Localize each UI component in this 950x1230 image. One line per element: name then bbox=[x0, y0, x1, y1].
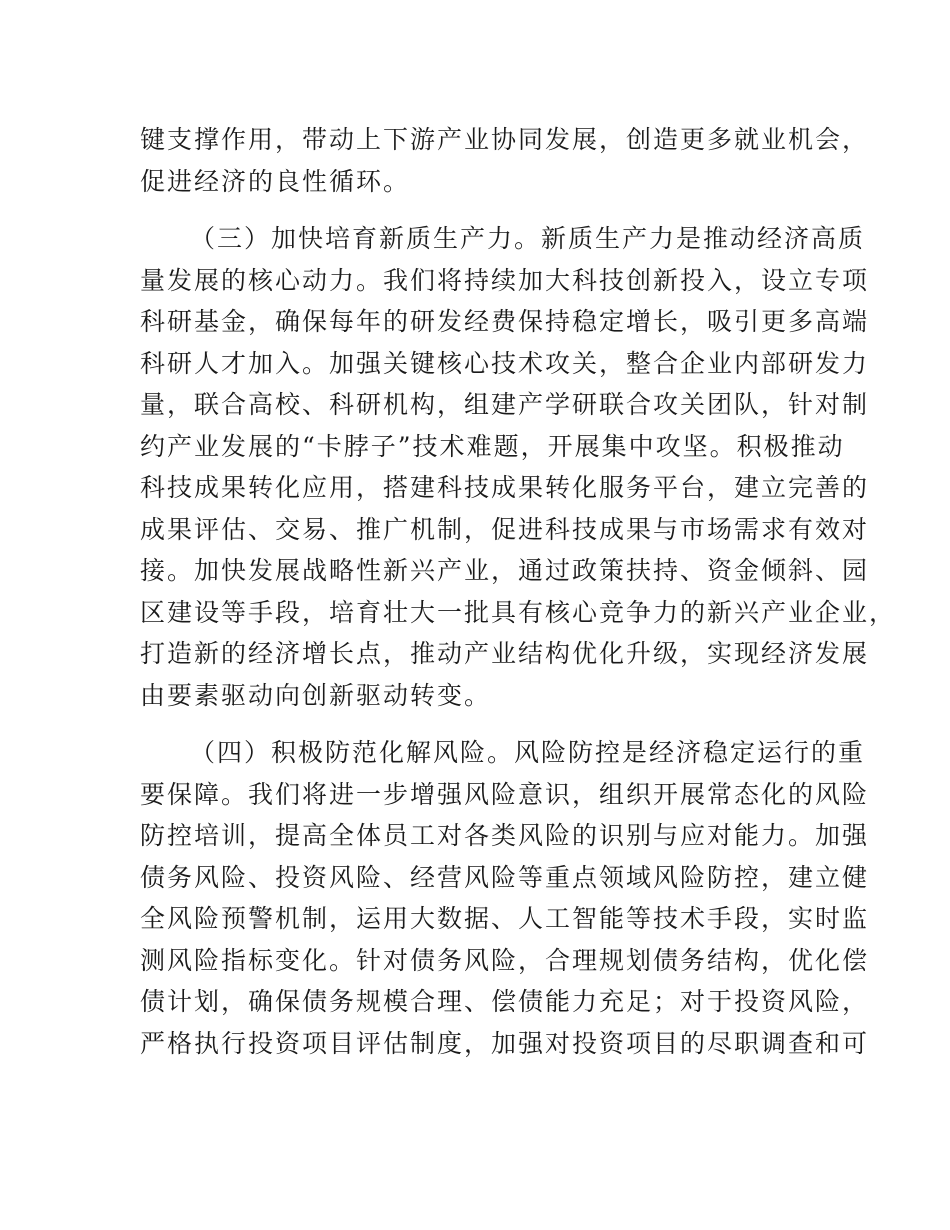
text-line: 防控培训，提高全体员工对各类风险的识别与应对能力。加强 bbox=[140, 821, 870, 850]
text-line: 全风险预警机制，运用大数据、人工智能等技术手段，实时监 bbox=[140, 904, 870, 933]
text-line: 量发展的核心动力。我们将持续加大科技创新投入，设立专项 bbox=[140, 265, 870, 295]
text-line: （三）加快培育新质生产力。新质生产力是推动经济高质 bbox=[190, 224, 866, 253]
text-line: 区建设等手段，培育壮大一批具有核心竞争力的新兴产业企业， bbox=[140, 597, 897, 627]
text-line: 测风险指标变化。针对债务风险，合理规划债务结构，优化偿 bbox=[140, 945, 870, 975]
text-line: 科技成果转化应用，搭建科技成果转化服务平台，建立完善的 bbox=[140, 473, 870, 502]
text-line: 科研基金，确保每年的研发经费保持稳定增长，吸引更多高端 bbox=[140, 307, 870, 336]
text-line: 键支撑作用，带动上下游产业协同发展，创造更多就业机会， bbox=[140, 125, 870, 154]
text-line: 量，联合高校、科研机构，组建产学研联合攻关团队，针对制 bbox=[140, 390, 870, 419]
paragraph-section-three bbox=[140, 218, 897, 716]
text-line: 打造新的经济增长点，推动产业结构优化升级，实现经济发展 bbox=[140, 639, 870, 668]
paragraph-section-four bbox=[140, 732, 870, 1064]
text-line: 严格执行投资项目评估制度，加强对投资项目的尽职调查和可 bbox=[140, 1028, 870, 1058]
text-line: 债务风险、投资风险、经营风险等重点领域风险防控，建立健 bbox=[140, 862, 870, 892]
text-line: 促进经济的良性循环。 bbox=[140, 166, 411, 196]
text-line: 要保障。我们将进一步增强风险意识，组织开展常态化的风险 bbox=[140, 779, 870, 809]
body-text bbox=[140, 119, 897, 1064]
text-line: 债计划，确保债务规模合理、偿债能力充足；对于投资风险， bbox=[140, 987, 870, 1016]
text-line: 约产业发展的“卡脖子”技术难题，开展集中攻坚。积极推动 bbox=[140, 431, 845, 461]
text-line: （四）积极防范化解风险。风险防控是经济稳定运行的重 bbox=[190, 738, 866, 767]
text-line: 由要素驱动向创新驱动转变。 bbox=[140, 680, 492, 710]
paragraph-continuation bbox=[140, 119, 870, 202]
text-line: 接。加快发展战略性新兴产业，通过政策扶持、资金倾斜、园 bbox=[140, 556, 870, 585]
text-line: 科研人才加入。加强关键核心技术攻关，整合企业内部研发力 bbox=[140, 348, 870, 378]
text-line: 成果评估、交易、推广机制，促进科技成果与市场需求有效对 bbox=[140, 514, 870, 544]
